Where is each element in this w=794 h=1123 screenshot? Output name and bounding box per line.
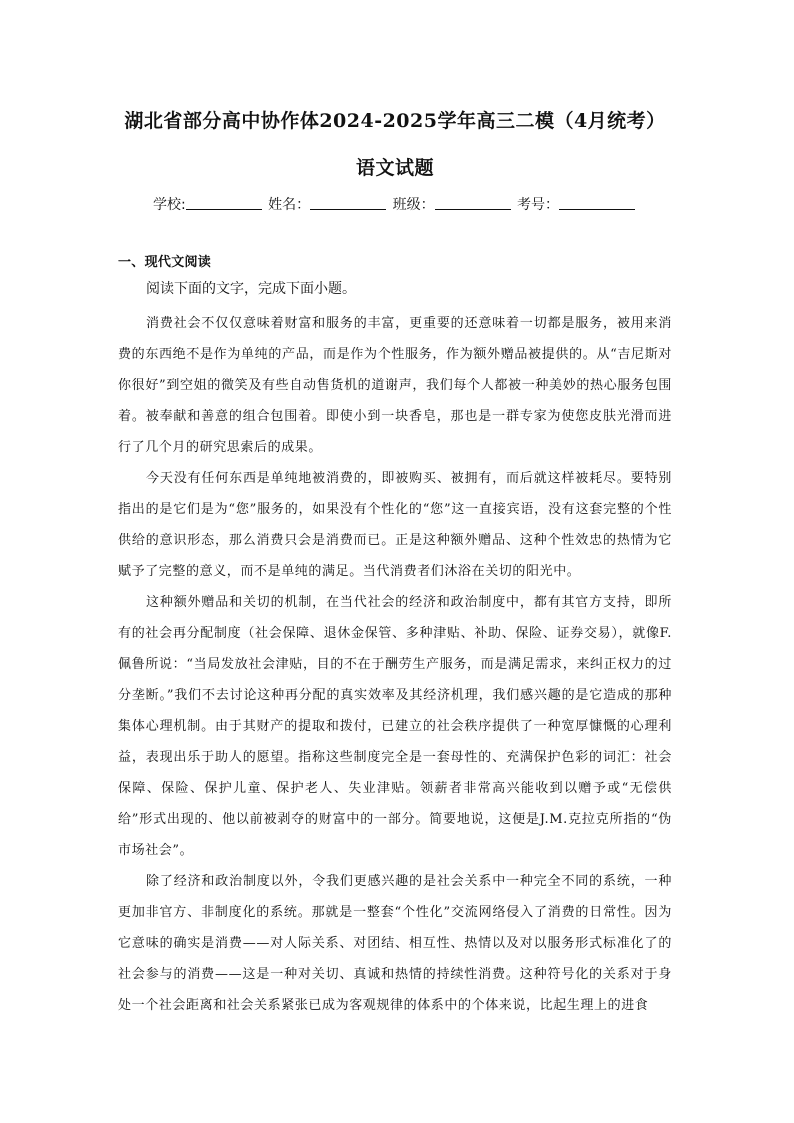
class-blank [435, 192, 511, 210]
passage-paragraph-1: 消费社会不仅仅意味着财富和服务的丰富，更重要的还意味着一切都是服务，被用来消费的东西绝不是作为单纯的产品，而是作为个性服务，作为额外赠品被提供的。从“吉尼斯对你很好”到空姐的微笑及有些自动售货机的道谢声，我们每个人都被一种美妙的热心服务包围着。被奉献和善意的组合包围着。即使小到一块香皂，那也是一群专家为使您皮肤光滑而进行了几个月的研究思索后的成果。 [118, 316, 672, 455]
passage-paragraph-4: 除了经济和政治制度以外，令我们更感兴趣的是社会关系中一种完全不同的系统，一种更加非官方、非制度化的系统。那就是一整套“个性化”交流网络侵入了消费的日常性。因为它意味的确实是消费——对人际关系、对团结、相互性、热情以及对以服务形式标准化了的社会参与的消费——这是一种对关切、真诚和热情的持续性消费。这种符号化的关系对于身处一个社会距离和社会关系紧张已成为客观规律的体系中的个体来说，比起生理上的进食 [118, 874, 672, 1013]
student-info-line [118, 192, 672, 218]
section-heading: 一、现代文阅读 [118, 255, 212, 270]
passage-paragraph-2: 今天没有任何东西是单纯地被消费的，即被购买、被拥有，而后就这样被耗尽。要特别指出的是它们是为“您”服务的，如果没有个性化的“您”这一直接宾语，没有这套完整的个性供给的意识形态，那么消费只会是消费而已。正是这种额外赠品、这种个性效忠的热情为它赋予了完整的意义，而不是单纯的满足。当代消费者们沐浴在关切的阳光中。 [118, 471, 672, 579]
passage-paragraph-3: 这种额外赠品和关切的机制，在当代社会的经济和政治制度中，都有其官方支持，即所有的社会再分配制度（社会保障、退休金保管、多种津贴、补助、保险、证券交易），就像F.佩鲁所说：“当局发放社会津贴，目的不在于酬劳生产服务，而是满足需求，来纠正权力的过分垄断。”我们不去讨论这种再分配的真实效率及其经济机理，我们感兴趣的是它造成的那种集体心理机制。由于其财产的提取和拨付，已建立的社会秩序提供了一种宽厚慷慨的心理利益，表现出乐于助人的愿望。指称这些制度完全是一套母性的、充满保护色彩的词汇：社会保障、保险、保护儿童、保护老人、失业津贴。领薪者非常高兴能收到以赠予或“无偿供给”形式出现的、他以前被剥夺的财富中的一部分。简要地说，这便是J.M.克拉克所指的“伪市场社会”。 [118, 595, 672, 858]
name-label: 姓名： [268, 197, 311, 213]
reading-instruction: 阅读下面的文字，完成下面小题。 [146, 281, 356, 297]
exam-number-label: 考号： [517, 197, 560, 213]
name-blank [310, 192, 386, 210]
page-title: 湖北省部分高中协作体2024-2025学年高三二模（4月统考）语文试题 [124, 110, 666, 179]
exam-number-blank [559, 192, 635, 210]
school-label: 学校: [152, 197, 186, 213]
class-label: 班级： [392, 197, 435, 213]
school-blank [186, 192, 262, 210]
